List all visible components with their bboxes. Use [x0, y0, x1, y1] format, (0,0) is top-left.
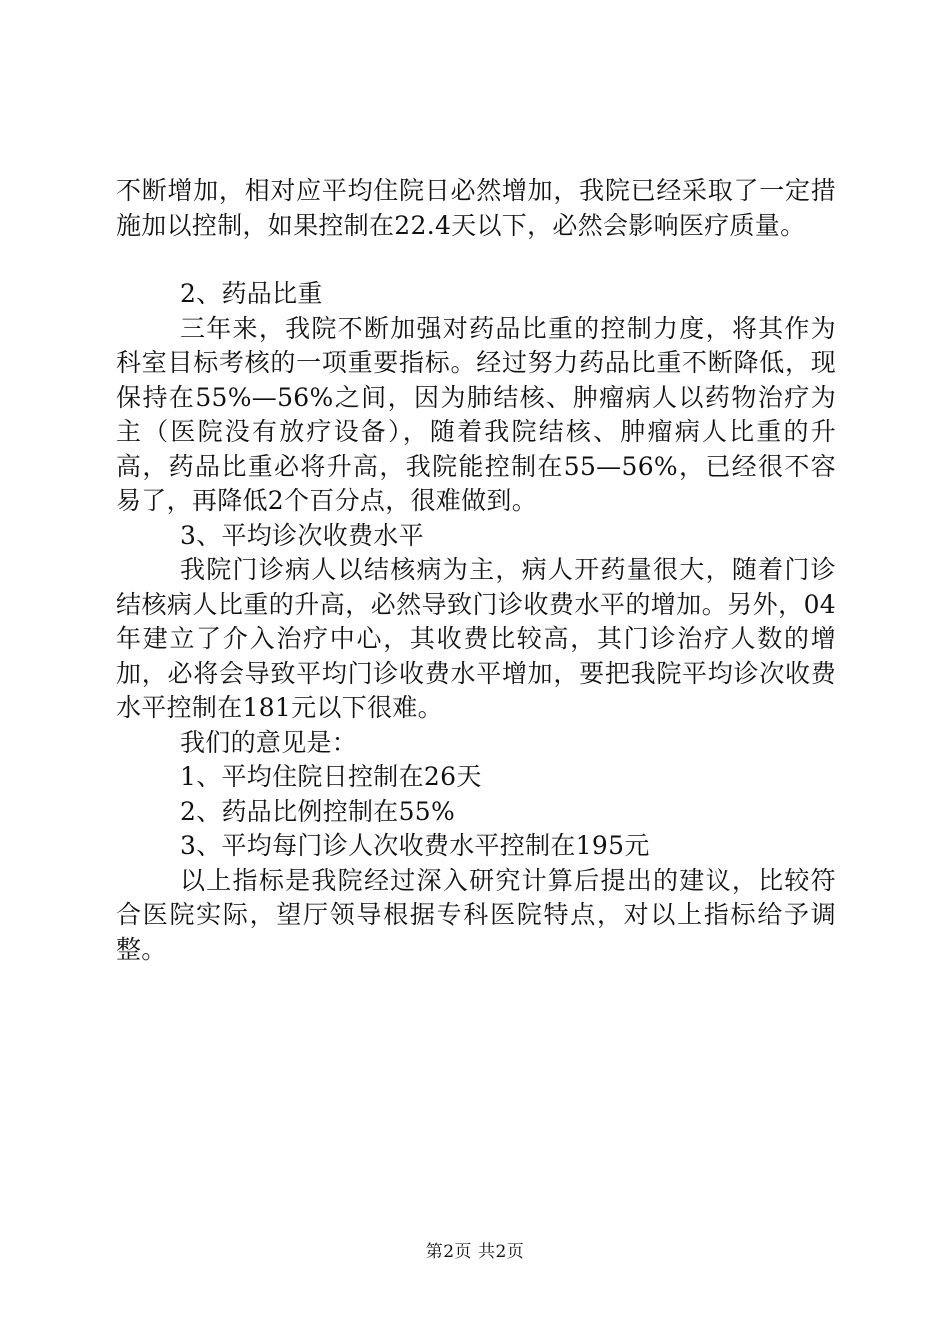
opinion-item-2: 2、药品比例控制在55% [180, 796, 456, 826]
paragraph-conclusion: 以上指标是我院经过深入研究计算后提出的建议，比较符合医院实际，望厅领导根据专科医院特点，对以上指标给予调整。 [116, 865, 836, 964]
opinion-heading: 我们的意见是： [180, 727, 358, 757]
section-heading-outpatient-fee: 3、平均诊次收费水平 [180, 520, 424, 550]
document-body [116, 174, 836, 967]
page-footer: 第2页 共2页 [425, 1242, 525, 1262]
paragraph-outpatient-fee: 我院门诊病人以结核病为主，病人开药量很大，随着门诊结核病人比重的升高，必然导致门诊收费水平的增加。另外，04年建立了介入治疗中心，其收费比较高，其门诊治疗人数的增加，必将会导致平均门诊收费水平增加，要把我院平均诊次收费水平控制在181元以下很难。 [116, 555, 836, 722]
opinion-item-3: 3、平均每门诊人次收费水平控制在195元 [180, 831, 650, 860]
section-heading-drug-ratio: 2、药品比重 [180, 279, 323, 308]
opinion-item-1: 1、平均住院日控制在26天 [180, 762, 482, 791]
paragraph-continuation: 不断增加，相对应平均住院日必然增加，我院已经采取了一定措施加以控制，如果控制在22.4天以下，必然会影响医疗质量。 [116, 176, 836, 240]
paragraph-drug-ratio: 三年来，我院不断加强对药品比重的控制力度，将其作为科室目标考核的一项重要指标。经过努力药品比重不断降低，现保持在55%—56%之间，因为肺结核、肿瘤病人以药物治疗为主（医院没有放疗设备），随着我院结核、肿瘤病人比重的升高，药品比重必将升高，我院能控制在55—56%，已经很不容易了，再降低2个百分点，很难做到。 [116, 313, 836, 515]
